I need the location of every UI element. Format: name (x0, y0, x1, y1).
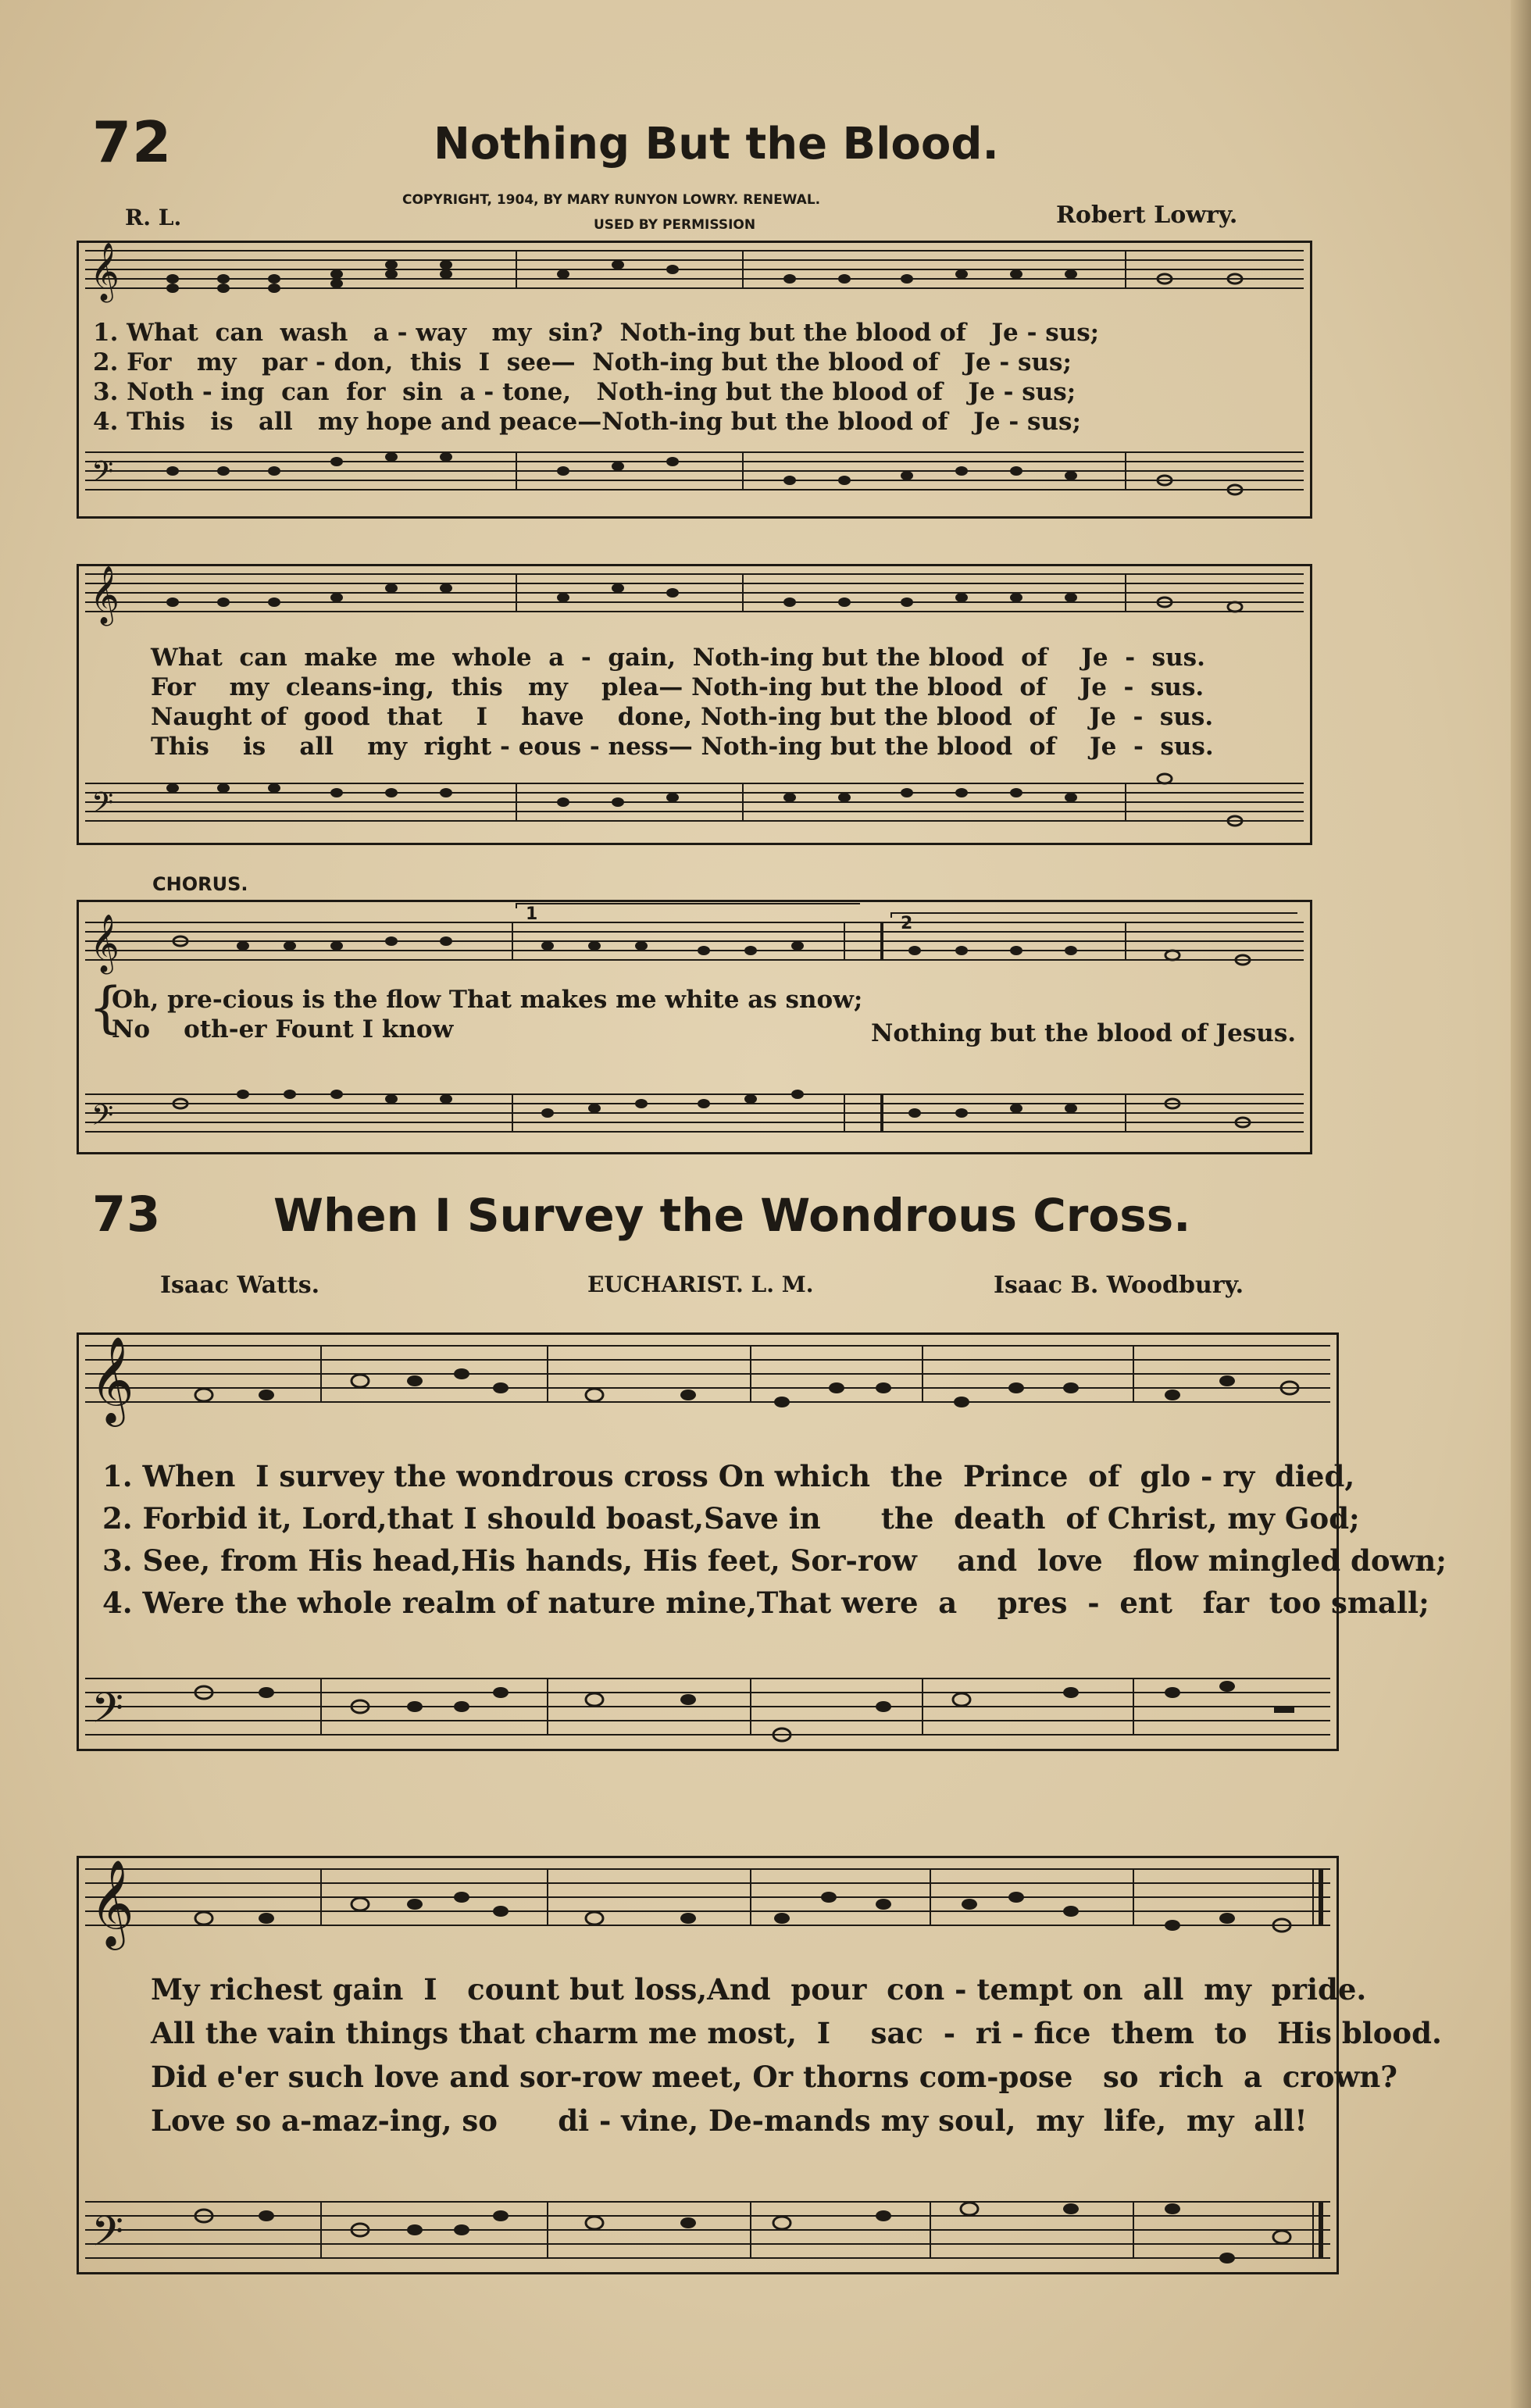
lyric-line: What can make me whole a - gain, Noth-ing but the blood of Je - sus. (151, 644, 1205, 672)
lyric-line: 3. Noth - ing can for sin a - tone, Noth-ing but the blood of Je - sus; (93, 378, 1076, 406)
svg-text:𝄞: 𝄞 (90, 915, 120, 972)
lyric-line: 1. What can wash a - way my sin? Noth-ing but the blood of Je - sus; (93, 319, 1100, 347)
svg-text:𝄞: 𝄞 (90, 243, 120, 301)
music-system-72-2 (77, 564, 1312, 845)
svg-text:𝄢: 𝄢 (91, 1685, 124, 1743)
music-system-73-1 (77, 1332, 1447, 1751)
lyric-line: This is all my right - eous - ness— Noth-ing but the blood of Je - sus. (151, 733, 1214, 761)
lyric-line: 3. See, from His head,His hands, His feet, Sor-row and love flow mingled down; (102, 1543, 1447, 1578)
hymn-number-72: 72 (92, 109, 173, 175)
ending-1-mark: 1 (526, 904, 538, 924)
hymn-number-73: 73 (92, 1186, 162, 1243)
lyric-line: 2. For my par - don, this I see— Noth-ing but the blood of Je - sus; (93, 348, 1072, 376)
composer-72: Robert Lowry. (1056, 202, 1238, 229)
page-edge (1511, 0, 1531, 2408)
composer-73: Isaac B. Woodbury. (994, 1272, 1244, 1299)
svg-text:𝄞: 𝄞 (90, 566, 120, 624)
verse-lines-73-a (102, 1455, 1447, 1624)
svg-text:𝄢: 𝄢 (91, 455, 114, 495)
lyric-line: For my cleans-ing, this my plea— Noth-ing but the blood of Je - sus. (151, 673, 1204, 701)
music-system-72-1 (77, 241, 1312, 519)
lyric-line: Naught of good that I have done, Noth-ing but the blood of Je - sus. (151, 703, 1214, 731)
chorus-lines (112, 985, 862, 1044)
lyric-line: 2. Forbid it, Lord,that I should boast,Save in the death of Christ, my God; (102, 1501, 1360, 1536)
music-system-73-2 (77, 1856, 1442, 2274)
svg-text:𝄞: 𝄞 (90, 1336, 134, 1423)
lyric-line: All the vain things that charm me most, I sac - ri - fice them to His blood. (151, 2016, 1442, 2050)
verse-lines-73-b (151, 1967, 1442, 2142)
permission-72: USED BY PERMISSION (594, 217, 756, 233)
lyric-line: 4. This is all my hope and peace—Noth-ing but the blood of Je - sus; (93, 408, 1081, 436)
music-system-72-chorus (77, 900, 1312, 1154)
svg-text:𝄢: 𝄢 (91, 787, 114, 826)
lyric-line: 1. When I survey the wondrous cross On which the Prince of glo - ry died, (102, 1459, 1355, 1493)
chorus-ending-line: Nothing but the blood of Jesus. (871, 1019, 1297, 1047)
lyric-line: 4. Were the whole realm of nature mine,That were a pres - ent far too small; (102, 1586, 1429, 1620)
copyright-72: COPYRIGHT, 1904, BY MARY RUNYON LOWRY. RENEWAL. (402, 192, 821, 208)
hymn-title-72: Nothing But the Blood. (434, 119, 999, 169)
chorus-label: CHORUS. (152, 873, 248, 895)
lyric-line: No oth-er Fount I know (112, 1015, 454, 1043)
lyric-line: Oh, pre-cious is the flow That makes me white as snow; (112, 986, 863, 1014)
author-72: R. L. (125, 205, 182, 230)
svg-text:𝄞: 𝄞 (90, 1859, 134, 1946)
chorus-brace: { (88, 976, 123, 1040)
ending-2-mark: 2 (901, 914, 913, 933)
verse-lines-72-a (93, 318, 1099, 437)
hymn-title-73: When I Survey the Wondrous Cross. (273, 1189, 1191, 1242)
tune-73: EUCHARIST. L. M. (587, 1272, 814, 1297)
svg-text:𝄢: 𝄢 (91, 2208, 124, 2266)
lyric-line: Did e'er such love and sor-row meet, Or thorns com-pose so rich a crown? (151, 2060, 1397, 2094)
lyric-line: Love so a-maz-ing, so di - vine, De-mands my soul, my life, my all! (151, 2103, 1308, 2138)
verse-lines-72-b (151, 643, 1214, 762)
author-73: Isaac Watts. (160, 1272, 320, 1299)
svg-text:𝄢: 𝄢 (91, 1099, 114, 1139)
lyric-line: My richest gain I count but loss,And pour con - tempt on all my pride. (151, 1972, 1367, 2007)
